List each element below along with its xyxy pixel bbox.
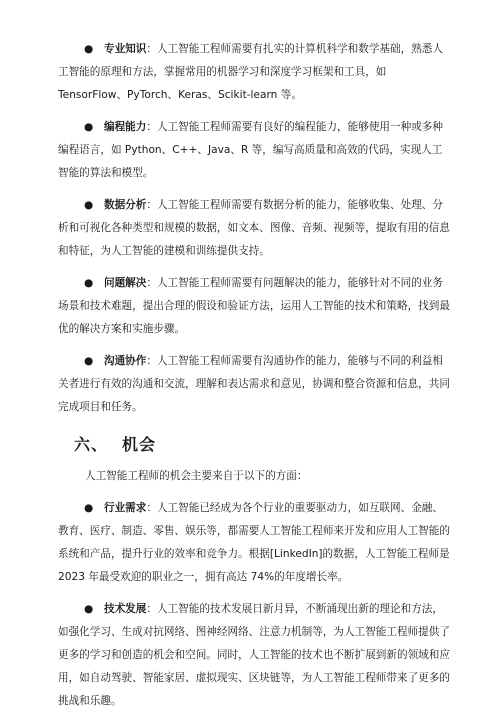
skill-text: ：人工智能工程师需要有数据分析的能力，能够收集、处理、分析和可视化各种类型和规模的数据，如文本、图像、音频、视频等，提取有用的信息和特征，为人工智能的建模和训练提供支持。 bbox=[58, 199, 450, 257]
opportunity-text: ：人工智能的技术发展日新月异，不断涌现出新的理论和方法，如强化学习、生成对抗网络、图神经网络、注意力机制等，为人工智能工程师提供了更多的学习和创造的机会和空间。同时，人工智能的技术也不断扩展到新的领域和应用，如自动驾驶、智能家居、虚拟现实、区块链等，为人工智能工程师带来了更多的挑战和乐趣。 bbox=[58, 603, 450, 707]
section-number: 六、 bbox=[74, 435, 109, 454]
bullet-icon: ● bbox=[84, 121, 94, 133]
opportunity-term: 技术发展 bbox=[104, 603, 147, 615]
section-heading bbox=[74, 433, 450, 457]
opportunity-text: ：人工智能已经成为各个行业的重要驱动力，如互联网、金融、教育、医疗、制造、零售、娱乐等，都需要人工智能工程师来开发和应用人工智能的系统和产品，提升行业的效率和竞争力。根据[LinkedIn]的数据，人工智能工程师是 2023 年最受欢迎的职业之一，拥有高达 74%的年度增长率。 bbox=[58, 502, 450, 583]
section-intro: 人工智能工程师的机会主要来自于以下的方面： bbox=[85, 470, 308, 482]
bullet-icon: ● bbox=[84, 502, 94, 514]
skill-text: ：人工智能工程师需要有沟通协作的能力，能够与不同的利益相关者进行有效的沟通和交流，理解和表达需求和意见，协调和整合资源和信息，共同完成项目和任务。 bbox=[58, 355, 450, 413]
skill-item-communication bbox=[58, 350, 450, 419]
skill-item-programming bbox=[58, 116, 450, 185]
bullet-icon: ● bbox=[84, 603, 94, 615]
skill-text: ：人工智能工程师需要有扎实的计算机科学和数学基础，熟悉人工智能的原理和方法，掌握常用的机器学习和深度学习框架和工具，如 TensorFlow、PyTorch、Keras、Scikit-learn 等。 bbox=[58, 43, 443, 101]
bullet-icon: ● bbox=[84, 199, 94, 211]
skill-text: ：人工智能工程师需要有良好的编程能力，能够使用一种或多种编程语言，如 Python、C++、Java、R 等，编写高质量和高效的代码，实现人工智能的算法和模型。 bbox=[58, 121, 443, 179]
skill-term: 沟通协作 bbox=[104, 355, 147, 367]
skill-term: 专业知识 bbox=[104, 43, 147, 55]
opportunity-item-industry-demand bbox=[58, 497, 450, 589]
skill-term: 问题解决 bbox=[104, 277, 147, 289]
opportunity-item-tech-development bbox=[58, 598, 450, 713]
skill-term: 编程能力 bbox=[104, 121, 147, 133]
skill-item-data-analysis bbox=[58, 194, 450, 263]
section-title: 机会 bbox=[122, 435, 157, 454]
skill-term: 数据分析 bbox=[104, 199, 147, 211]
opportunity-term: 行业需求 bbox=[104, 502, 147, 514]
bullet-icon: ● bbox=[84, 355, 94, 367]
bullet-icon: ● bbox=[84, 277, 94, 289]
skill-item-professional-knowledge bbox=[58, 38, 450, 107]
skill-text: ：人工智能工程师需要有问题解决的能力，能够针对不同的业务场景和技术难题，提出合理的假设和验证方法，运用人工智能的技术和策略，找到最优的解决方案和实施步骤。 bbox=[58, 277, 450, 335]
skill-item-problem-solving bbox=[58, 272, 450, 341]
bullet-icon: ● bbox=[84, 43, 94, 55]
